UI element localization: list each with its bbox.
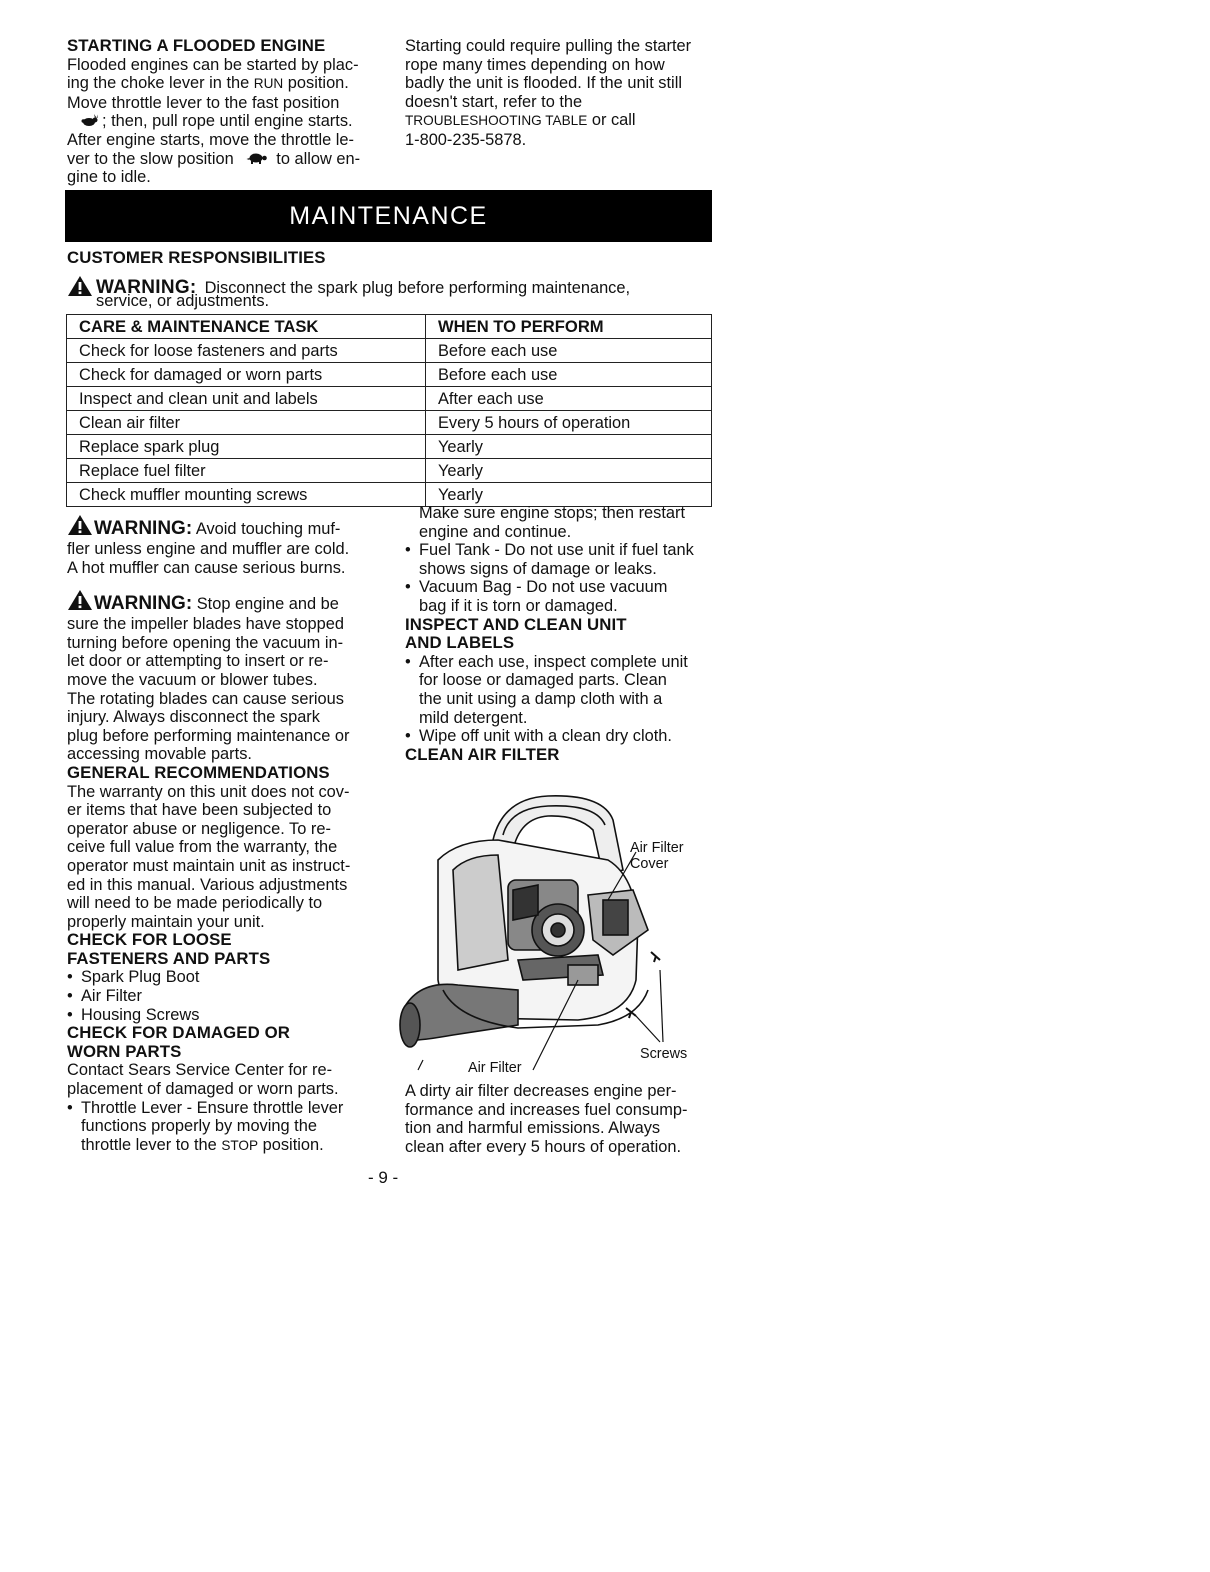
list-item: • Throttle Lever - Ensure throttle lever: [67, 1099, 387, 1118]
warning-text-continued: service, or adjustments.: [96, 292, 270, 310]
when-cell: After each use: [426, 387, 712, 411]
task-cell: Check for damaged or worn parts: [67, 363, 426, 387]
air-filter-cover-label: Air Filter Cover: [630, 840, 684, 872]
blower-illustration: [398, 780, 698, 1080]
phone-number: 1-800-235-5878.: [405, 130, 527, 149]
when-cell: Yearly: [426, 483, 712, 507]
page-number: - 9 -: [368, 1168, 399, 1187]
when-cell: Yearly: [426, 459, 712, 483]
air-filter-figure: [398, 780, 698, 1080]
flooded-engine-heading: STARTING A FLOODED ENGINE: [67, 36, 326, 55]
list-item: • Fuel Tank - Do not use unit if fuel tank: [405, 541, 725, 560]
text-line: ed in this manual. Various adjustments: [67, 875, 348, 894]
list-item: • After each use, inspect complete unit: [405, 653, 725, 672]
rabbit-fast-icon: [81, 114, 99, 127]
list-item: • Wipe off unit with a clean dry cloth.: [405, 727, 725, 746]
table-row: [67, 459, 712, 483]
table-row: [67, 387, 712, 411]
warning-impeller: WARNING: Stop engine and be: [67, 587, 387, 615]
text-line: will need to be made periodically to: [67, 894, 323, 913]
text-line: formance and increases fuel consump-: [405, 1100, 688, 1119]
left-column: [67, 512, 387, 1155]
text-line: tion and harmful emissions. Always: [405, 1119, 661, 1138]
text-line: move the vacuum or blower tubes.: [67, 670, 318, 689]
when-cell: Before each use: [426, 339, 712, 363]
table-row: [67, 411, 712, 435]
flooded-line: ing the choke lever in the RUN position.: [67, 74, 349, 93]
general-recommendations-heading: GENERAL RECOMMENDATIONS: [67, 762, 330, 782]
run-position-label: RUN: [253, 76, 284, 92]
note-line: Starting could require pulling the starter: [405, 37, 692, 55]
air-filter-caption: [405, 1082, 725, 1156]
text-line: A dirty air filter decreases engine per-: [405, 1082, 677, 1100]
text-line: bag if it is torn or damaged.: [419, 596, 618, 615]
table-row: [67, 483, 712, 507]
task-cell: Check for loose fasteners and parts: [67, 339, 426, 363]
flooded-line: ver to the slow position to allow en-: [67, 149, 361, 168]
inspect-clean-heading: INSPECT AND CLEAN UNIT: [405, 614, 627, 634]
stop-position-label: STOP: [221, 1137, 259, 1153]
table-row: [67, 339, 712, 363]
text-line: placement of damaged or worn parts.: [67, 1080, 339, 1099]
text-line: Contact Sears Service Center for re-: [67, 1061, 333, 1080]
note-line: TROUBLESHOOTING TABLE or call: [405, 111, 636, 130]
flooded-line: After engine starts, move the throttle le-: [67, 130, 354, 149]
table-header-row: [67, 315, 712, 339]
warning-label: WARNING:: [96, 277, 197, 298]
text-line: er items that have been subjected to: [67, 801, 332, 820]
when-cell: Before each use: [426, 363, 712, 387]
text-line: turning before opening the vacuum in-: [67, 633, 344, 652]
check-loose-heading: CHECK FOR LOOSE: [67, 930, 232, 950]
text-line: accessing movable parts.: [67, 745, 252, 764]
text-line: the unit using a damp cloth with a: [419, 689, 663, 708]
text-line: properly maintain your unit.: [67, 912, 265, 931]
text-line: injury. Always disconnect the spark: [67, 708, 320, 727]
text-line: operator must maintain unit as instruct-: [67, 856, 351, 875]
starting-note-section: [405, 37, 725, 150]
text-line: A hot muffler can cause serious burns.: [67, 558, 346, 577]
flooded-line: Move throttle lever to the fast position: [67, 93, 340, 112]
text-line: for loose or damaged parts. Clean: [419, 671, 667, 690]
text-line: sure the impeller blades have stopped: [67, 615, 344, 634]
flooded-engine-section: [67, 37, 397, 187]
warning-triangle-icon: [67, 589, 93, 611]
text-line: shows signs of damage or leaks.: [419, 559, 657, 578]
task-cell: Clean air filter: [67, 411, 426, 435]
warning-text: Disconnect the spark plug before performing maintenance,: [204, 279, 631, 297]
clean-air-filter-heading: CLEAN AIR FILTER: [405, 744, 560, 764]
screws-label: Screws: [640, 1046, 688, 1062]
task-cell: Check muffler mounting screws: [67, 483, 426, 507]
turtle-slow-icon: [246, 152, 268, 164]
text-line: throttle lever to the STOP position.: [81, 1135, 324, 1154]
text-line: fler unless engine and muffler are cold.: [67, 540, 350, 558]
task-cell: Replace spark plug: [67, 435, 426, 459]
table-row: [67, 435, 712, 459]
text-line: ceive full value from the warranty, the: [67, 838, 338, 857]
text-line: clean after every 5 hours of operation.: [405, 1137, 682, 1156]
text-line: functions properly by moving the: [81, 1117, 317, 1136]
flooded-line: gine to idle.: [67, 168, 151, 187]
text-line: engine and continue.: [419, 522, 572, 541]
text-line: Make sure engine stops; then restart: [419, 504, 686, 522]
customer-responsibilities-heading: CUSTOMER RESPONSIBILITIES: [67, 248, 326, 267]
list-item: • Housing Screws: [67, 1006, 387, 1025]
text-line: plug before performing maintenance or: [67, 726, 350, 745]
warning-triangle-icon: [67, 275, 93, 297]
text-line: The rotating blades can cause serious: [67, 689, 344, 708]
check-damaged-heading: CHECK FOR DAMAGED OR: [67, 1023, 290, 1043]
text-line: let door or attempting to insert or re-: [67, 652, 329, 671]
flooded-line: Flooded engines can be started by plac-: [67, 55, 359, 74]
inspect-clean-heading: AND LABELS: [405, 633, 515, 653]
check-damaged-heading: WORN PARTS: [67, 1041, 182, 1061]
note-line: rope many times depending on how: [405, 55, 665, 74]
warning-triangle-icon: [67, 514, 93, 536]
text-line: mild detergent.: [419, 708, 528, 727]
note-line: badly the unit is flooded. If the unit still: [405, 74, 682, 93]
air-filter-label: Air Filter: [468, 1060, 522, 1076]
list-item: • Air Filter: [67, 987, 387, 1006]
table-row: [67, 363, 712, 387]
task-cell: Inspect and clean unit and labels: [67, 387, 426, 411]
task-cell: Replace fuel filter: [67, 459, 426, 483]
warning-muffler: WARNING: Avoid touching muf-: [67, 512, 387, 540]
when-cell: Every 5 hours of operation: [426, 411, 712, 435]
troubleshooting-table-ref: TROUBLESHOOTING TABLE: [405, 113, 588, 129]
maintenance-table: [66, 314, 712, 507]
list-item: • Vacuum Bag - Do not use vacuum: [405, 578, 725, 597]
note-line: doesn't start, refer to the: [405, 92, 583, 111]
check-loose-heading: FASTENERS AND PARTS: [67, 948, 271, 968]
text-line: The warranty on this unit does not cov-: [67, 782, 350, 801]
maintenance-banner: MAINTENANCE: [65, 190, 712, 242]
warning-label: WARNING:: [94, 593, 193, 615]
right-column: [405, 504, 725, 764]
column-header-task: CARE & MAINTENANCE TASK: [67, 315, 426, 339]
text-line: operator abuse or negligence. To re-: [67, 819, 331, 838]
when-cell: Yearly: [426, 435, 712, 459]
list-item: • Spark Plug Boot: [67, 968, 387, 987]
warning-label: WARNING:: [94, 518, 193, 539]
flooded-line: ; then, pull rope until engine starts.: [67, 112, 397, 131]
column-header-when: WHEN TO PERFORM: [426, 315, 712, 339]
